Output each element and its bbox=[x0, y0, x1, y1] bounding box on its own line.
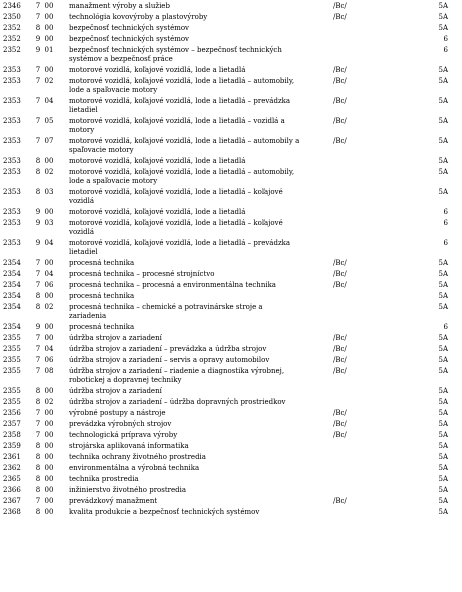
isced-level: 5A bbox=[438, 66, 448, 74]
field-code: 2353 bbox=[3, 97, 21, 105]
program-name: výrobné postupy a nástroje bbox=[69, 409, 166, 417]
field-code: 2355 bbox=[3, 345, 21, 353]
degree-form: /Bc/ bbox=[333, 356, 347, 364]
table-row bbox=[0, 398, 462, 407]
field-code: 2359 bbox=[3, 442, 21, 450]
degree-form: /Bc/ bbox=[333, 66, 347, 74]
level-digit: 9 bbox=[35, 219, 41, 227]
table-row bbox=[0, 475, 462, 484]
program-name: bezpečnosť technických systémov bbox=[69, 35, 190, 43]
table-row bbox=[0, 464, 462, 473]
variant-code: 08 bbox=[44, 367, 54, 375]
field-code: 2366 bbox=[3, 486, 21, 494]
variant-code: 02 bbox=[44, 168, 54, 176]
degree-form: /Bc/ bbox=[333, 497, 347, 505]
variant-code: 00 bbox=[44, 453, 54, 461]
table-row bbox=[0, 387, 462, 396]
isced-level: 5A bbox=[438, 259, 448, 267]
table-row bbox=[0, 46, 462, 64]
level-digit: 7 bbox=[35, 137, 41, 145]
field-code: 2354 bbox=[3, 303, 21, 311]
isced-level: 6 bbox=[443, 46, 448, 54]
isced-level: 5A bbox=[438, 398, 448, 406]
isced-level: 5A bbox=[438, 453, 448, 461]
level-digit: 8 bbox=[35, 387, 41, 395]
program-name: procesná technika – chemické a potravinárske stroje a zariadenia bbox=[69, 303, 263, 320]
program-name: motorové vozidlá, koľajové vozidlá, lode a lietadlá – automobily, lode a spaľovacie motory bbox=[69, 77, 295, 94]
variant-code: 01 bbox=[44, 46, 54, 54]
program-name: prevádzka výrobných strojov bbox=[69, 420, 172, 428]
field-code: 2353 bbox=[3, 168, 21, 176]
program-name: procesná technika – procesná a environmentálna technika bbox=[69, 281, 276, 289]
table-row bbox=[0, 303, 462, 321]
variant-code: 00 bbox=[44, 442, 54, 450]
program-name: motorové vozidlá, koľajové vozidlá, lode a lietadlá – koľajové vozidlá bbox=[69, 188, 283, 205]
degree-form: /Bc/ bbox=[333, 77, 347, 85]
isced-level: 5A bbox=[438, 77, 448, 85]
table-row bbox=[0, 367, 462, 385]
program-name: motorové vozidlá, koľajové vozidlá, lode a lietadlá – prevádzka lietadiel bbox=[69, 239, 291, 256]
isced-level: 6 bbox=[443, 35, 448, 43]
variant-code: 00 bbox=[44, 431, 54, 439]
degree-form: /Bc/ bbox=[333, 409, 347, 417]
program-name: procesná technika bbox=[69, 323, 135, 331]
field-code: 2365 bbox=[3, 475, 21, 483]
field-code: 2353 bbox=[3, 137, 21, 145]
variant-code: 02 bbox=[44, 77, 54, 85]
table-row bbox=[0, 168, 462, 186]
table-row bbox=[0, 239, 462, 257]
degree-form: /Bc/ bbox=[333, 2, 347, 10]
level-digit: 9 bbox=[35, 239, 41, 247]
program-name: inžinierstvo životného prostredia bbox=[69, 486, 187, 494]
variant-code: 00 bbox=[44, 13, 54, 21]
level-digit: 8 bbox=[35, 292, 41, 300]
field-code: 2354 bbox=[3, 270, 21, 278]
program-name: strojárska aplikovaná informatika bbox=[69, 442, 189, 450]
isced-level: 5A bbox=[438, 345, 448, 353]
degree-form: /Bc/ bbox=[333, 97, 347, 105]
variant-code: 00 bbox=[44, 24, 54, 32]
variant-code: 02 bbox=[44, 303, 54, 311]
isced-level: 5A bbox=[438, 497, 448, 505]
degree-form: /Bc/ bbox=[333, 117, 347, 125]
table-row bbox=[0, 66, 462, 75]
isced-level: 5A bbox=[438, 292, 448, 300]
variant-code: 02 bbox=[44, 398, 54, 406]
variant-code: 00 bbox=[44, 2, 54, 10]
degree-form: /Bc/ bbox=[333, 431, 347, 439]
level-digit: 7 bbox=[35, 420, 41, 428]
table-row bbox=[0, 97, 462, 115]
program-name: údržba strojov a zariadení bbox=[69, 387, 162, 395]
table-row bbox=[0, 13, 462, 22]
variant-code: 00 bbox=[44, 323, 54, 331]
field-code: 2352 bbox=[3, 46, 21, 54]
field-code: 2367 bbox=[3, 497, 21, 505]
table-row bbox=[0, 35, 462, 44]
isced-level: 5A bbox=[438, 97, 448, 105]
variant-code: 00 bbox=[44, 387, 54, 395]
level-digit: 8 bbox=[35, 157, 41, 165]
table-row bbox=[0, 508, 462, 517]
isced-level: 5A bbox=[438, 188, 448, 196]
field-code: 2358 bbox=[3, 431, 21, 439]
level-digit: 7 bbox=[35, 259, 41, 267]
level-digit: 7 bbox=[35, 356, 41, 364]
field-code: 2356 bbox=[3, 409, 21, 417]
level-digit: 7 bbox=[35, 409, 41, 417]
program-name: údržba strojov a zariadení – riadenie a diagnostika výrobnej, robotickej a dopravnej techniky bbox=[69, 367, 285, 384]
field-code: 2353 bbox=[3, 157, 21, 165]
variant-code: 03 bbox=[44, 188, 54, 196]
program-name: motorové vozidlá, koľajové vozidlá, lode a lietadlá – prevádzka lietadiel bbox=[69, 97, 291, 114]
isced-level: 5A bbox=[438, 168, 448, 176]
isced-level: 5A bbox=[438, 334, 448, 342]
level-digit: 7 bbox=[35, 13, 41, 21]
isced-level: 5A bbox=[438, 475, 448, 483]
field-code: 2350 bbox=[3, 13, 21, 21]
variant-code: 06 bbox=[44, 356, 54, 364]
program-name: prevádzkový manažment bbox=[69, 497, 158, 505]
level-digit: 7 bbox=[35, 367, 41, 375]
variant-code: 00 bbox=[44, 292, 54, 300]
program-name: manažment výroby a služieb bbox=[69, 2, 170, 10]
program-name: údržba strojov a zariadení – údržba dopravných prostriedkov bbox=[69, 398, 286, 406]
field-code: 2362 bbox=[3, 464, 21, 472]
variant-code: 00 bbox=[44, 475, 54, 483]
table-row bbox=[0, 442, 462, 451]
variant-code: 06 bbox=[44, 281, 54, 289]
field-code: 2353 bbox=[3, 66, 21, 74]
program-name: procesná technika bbox=[69, 292, 135, 300]
degree-form: /Bc/ bbox=[333, 281, 347, 289]
field-code: 2353 bbox=[3, 77, 21, 85]
level-digit: 7 bbox=[35, 345, 41, 353]
program-name: technológia kovovýroby a plastovýroby bbox=[69, 13, 208, 21]
isced-level: 5A bbox=[438, 508, 448, 516]
field-code: 2355 bbox=[3, 398, 21, 406]
variant-code: 00 bbox=[44, 334, 54, 342]
program-name: bezpečnosť technických systémov bbox=[69, 24, 190, 32]
degree-form: /Bc/ bbox=[333, 345, 347, 353]
level-digit: 8 bbox=[35, 486, 41, 494]
variant-code: 00 bbox=[44, 157, 54, 165]
level-digit: 7 bbox=[35, 281, 41, 289]
program-name: technika ochrany životného prostredia bbox=[69, 453, 206, 461]
table-row bbox=[0, 270, 462, 279]
variant-code: 00 bbox=[44, 66, 54, 74]
program-name: motorové vozidlá, koľajové vozidlá, lode a lietadlá – koľajové vozidlá bbox=[69, 219, 283, 236]
level-digit: 7 bbox=[35, 97, 41, 105]
variant-code: 04 bbox=[44, 345, 54, 353]
program-name: motorové vozidlá, koľajové vozidlá, lode a lietadlá – automobily a spaľovacie motory bbox=[69, 137, 300, 154]
variant-code: 00 bbox=[44, 486, 54, 494]
level-digit: 7 bbox=[35, 77, 41, 85]
field-code: 2354 bbox=[3, 259, 21, 267]
variant-code: 00 bbox=[44, 508, 54, 516]
field-code: 2353 bbox=[3, 219, 21, 227]
field-code: 2355 bbox=[3, 367, 21, 375]
level-digit: 7 bbox=[35, 117, 41, 125]
variant-code: 00 bbox=[44, 35, 54, 43]
program-name: údržba strojov a zariadení – servis a opravy automobilov bbox=[69, 356, 270, 364]
level-digit: 9 bbox=[35, 323, 41, 331]
table-row bbox=[0, 420, 462, 429]
table-row bbox=[0, 334, 462, 343]
variant-code: 05 bbox=[44, 117, 54, 125]
level-digit: 9 bbox=[35, 208, 41, 216]
level-digit: 7 bbox=[35, 270, 41, 278]
program-name: procesná technika bbox=[69, 259, 135, 267]
program-name: environmentálna a výrobná technika bbox=[69, 464, 200, 472]
table-row bbox=[0, 409, 462, 418]
variant-code: 04 bbox=[44, 270, 54, 278]
isced-level: 5A bbox=[438, 281, 448, 289]
field-code: 2352 bbox=[3, 24, 21, 32]
field-code: 2355 bbox=[3, 334, 21, 342]
isced-level: 6 bbox=[443, 208, 448, 216]
isced-level: 6 bbox=[443, 239, 448, 247]
table-row bbox=[0, 486, 462, 495]
level-digit: 8 bbox=[35, 464, 41, 472]
program-name: motorové vozidlá, koľajové vozidlá, lode a lietadlá – automobily, lode a spaľovacie motory bbox=[69, 168, 295, 185]
table-row bbox=[0, 208, 462, 217]
table-row bbox=[0, 345, 462, 354]
isced-level: 5A bbox=[438, 431, 448, 439]
program-name: motorové vozidlá, koľajové vozidlá, lode a lietadlá bbox=[69, 66, 246, 74]
degree-form: /Bc/ bbox=[333, 259, 347, 267]
level-digit: 8 bbox=[35, 398, 41, 406]
level-digit: 8 bbox=[35, 24, 41, 32]
table-row bbox=[0, 453, 462, 462]
field-code: 2352 bbox=[3, 35, 21, 43]
program-name: motorové vozidlá, koľajové vozidlá, lode a lietadlá bbox=[69, 208, 246, 216]
field-code: 2355 bbox=[3, 387, 21, 395]
table-row bbox=[0, 431, 462, 440]
field-code: 2353 bbox=[3, 239, 21, 247]
field-code: 2353 bbox=[3, 117, 21, 125]
isced-level: 5A bbox=[438, 24, 448, 32]
degree-form: /Bc/ bbox=[333, 270, 347, 278]
degree-form: /Bc/ bbox=[333, 420, 347, 428]
field-code: 2355 bbox=[3, 356, 21, 364]
table-row bbox=[0, 259, 462, 268]
isced-level: 5A bbox=[438, 137, 448, 145]
table-row bbox=[0, 157, 462, 166]
degree-form: /Bc/ bbox=[333, 137, 347, 145]
level-digit: 7 bbox=[35, 497, 41, 505]
isced-level: 5A bbox=[438, 464, 448, 472]
field-code: 2353 bbox=[3, 208, 21, 216]
isced-level: 5A bbox=[438, 420, 448, 428]
table-row bbox=[0, 219, 462, 237]
level-digit: 8 bbox=[35, 303, 41, 311]
isced-level: 5A bbox=[438, 13, 448, 21]
isced-level: 5A bbox=[438, 409, 448, 417]
field-code: 2357 bbox=[3, 420, 21, 428]
program-name: motorové vozidlá, koľajové vozidlá, lode a lietadlá – vozidlá a motory bbox=[69, 117, 285, 134]
level-digit: 9 bbox=[35, 35, 41, 43]
isced-level: 5A bbox=[438, 117, 448, 125]
table-row bbox=[0, 77, 462, 95]
isced-level: 5A bbox=[438, 442, 448, 450]
isced-level: 5A bbox=[438, 356, 448, 364]
field-code: 2346 bbox=[3, 2, 21, 10]
table-row bbox=[0, 2, 462, 11]
program-name: motorové vozidlá, koľajové vozidlá, lode a lietadlá bbox=[69, 157, 246, 165]
variant-code: 00 bbox=[44, 409, 54, 417]
program-name: údržba strojov a zariadení bbox=[69, 334, 162, 342]
variant-code: 00 bbox=[44, 259, 54, 267]
table-row bbox=[0, 24, 462, 33]
isced-level: 5A bbox=[438, 2, 448, 10]
table-row bbox=[0, 137, 462, 155]
level-digit: 7 bbox=[35, 334, 41, 342]
level-digit: 8 bbox=[35, 475, 41, 483]
field-code: 2354 bbox=[3, 323, 21, 331]
program-name: údržba strojov a zariadení – prevádzka a údržba strojov bbox=[69, 345, 267, 353]
isced-level: 5A bbox=[438, 270, 448, 278]
variant-code: 04 bbox=[44, 239, 54, 247]
field-code: 2354 bbox=[3, 281, 21, 289]
level-digit: 8 bbox=[35, 508, 41, 516]
variant-code: 00 bbox=[44, 464, 54, 472]
program-name: bezpečnosť technických systémov – bezpečnosť technických systémov a bezpečnosť práce bbox=[69, 46, 282, 63]
variant-code: 00 bbox=[44, 497, 54, 505]
isced-level: 5A bbox=[438, 387, 448, 395]
variant-code: 00 bbox=[44, 420, 54, 428]
level-digit: 7 bbox=[35, 431, 41, 439]
isced-level: 6 bbox=[443, 323, 448, 331]
level-digit: 8 bbox=[35, 168, 41, 176]
field-code: 2353 bbox=[3, 188, 21, 196]
variant-code: 00 bbox=[44, 208, 54, 216]
degree-form: /Bc/ bbox=[333, 334, 347, 342]
table-row bbox=[0, 188, 462, 206]
program-name: kvalita produkcie a bezpečnosť technických systémov bbox=[69, 508, 260, 516]
level-digit: 8 bbox=[35, 442, 41, 450]
program-name: technologická príprava výroby bbox=[69, 431, 178, 439]
variant-code: 04 bbox=[44, 97, 54, 105]
degree-form: /Bc/ bbox=[333, 13, 347, 21]
isced-level: 5A bbox=[438, 486, 448, 494]
level-digit: 7 bbox=[35, 2, 41, 10]
table-row bbox=[0, 356, 462, 365]
variant-code: 07 bbox=[44, 137, 54, 145]
level-digit: 8 bbox=[35, 453, 41, 461]
isced-level: 5A bbox=[438, 303, 448, 311]
isced-level: 6 bbox=[443, 219, 448, 227]
field-code: 2361 bbox=[3, 453, 21, 461]
isced-level: 5A bbox=[438, 157, 448, 165]
program-name: technika prostredia bbox=[69, 475, 139, 483]
table-row bbox=[0, 117, 462, 135]
degree-form: /Bc/ bbox=[333, 367, 347, 375]
program-name: procesná technika – procesné strojníctvo bbox=[69, 270, 215, 278]
field-code: 2368 bbox=[3, 508, 21, 516]
level-digit: 9 bbox=[35, 46, 41, 54]
field-code: 2354 bbox=[3, 292, 21, 300]
level-digit: 7 bbox=[35, 66, 41, 74]
table-row bbox=[0, 281, 462, 290]
table-row bbox=[0, 292, 462, 301]
isced-level: 5A bbox=[438, 367, 448, 375]
level-digit: 8 bbox=[35, 188, 41, 196]
table-row bbox=[0, 497, 462, 506]
table-row bbox=[0, 323, 462, 332]
variant-code: 03 bbox=[44, 219, 54, 227]
